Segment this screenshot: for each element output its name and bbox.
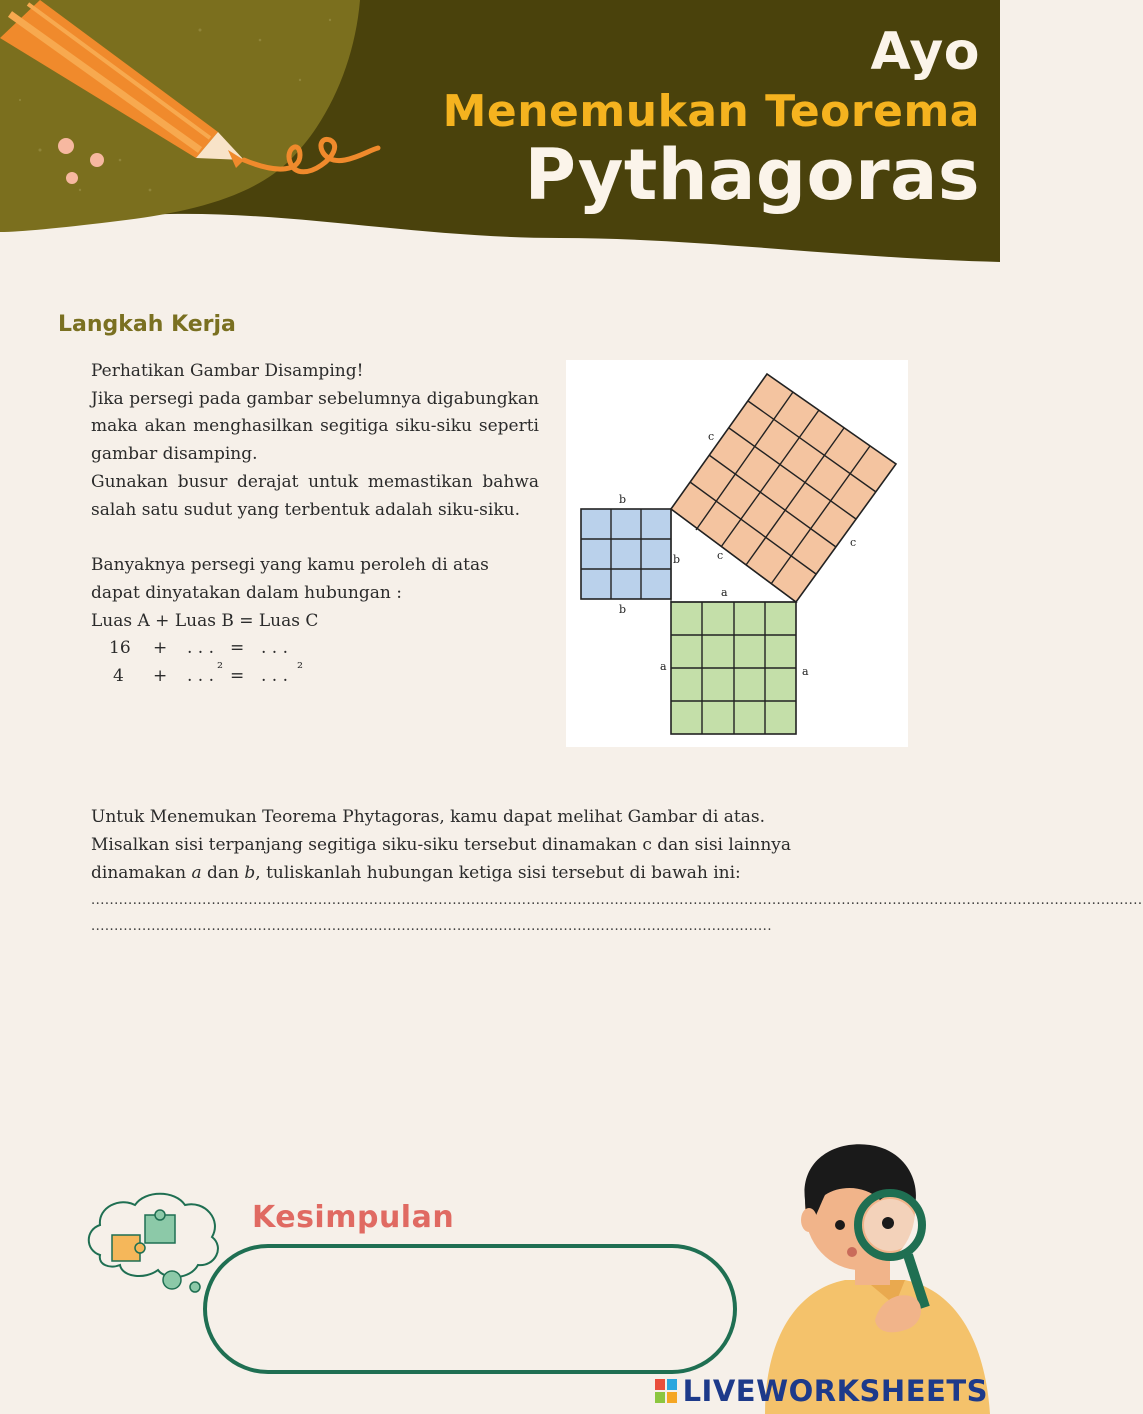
eq2-blank-b[interactable]: . . . — [187, 666, 215, 687]
eq1-equals: = — [230, 638, 245, 659]
label-b-bottom: b — [619, 603, 627, 616]
question-line-1: Untuk Menemukan Teorema Phytagoras, kamu dapat melihat Gambar di atas. — [91, 807, 766, 827]
title-ayo: Ayo — [870, 22, 980, 82]
eq2-equals: = — [230, 666, 245, 687]
eq1-value-a: 16 — [109, 638, 131, 659]
conclusion-answer-box[interactable] — [203, 1244, 737, 1374]
eq1-plus: + — [153, 638, 168, 659]
steps-text — [91, 358, 539, 691]
instruction-paragraph-1: Jika persegi pada gambar sebelumnya digabungkan maka akan menghasilkan segitiga siku-siku seperti gambar disamping. — [91, 388, 539, 465]
pythagoras-diagram — [566, 360, 908, 747]
equation-row-2 — [91, 659, 539, 691]
eq2-superscript-b: ² — [217, 659, 224, 678]
equation-label: Luas A + Luas B = Luas C — [91, 610, 319, 631]
footer-brand — [655, 1374, 988, 1408]
conclusion-title: Kesimpulan — [252, 1200, 455, 1235]
question-text — [91, 803, 1143, 939]
answer-line-1[interactable]: ................................................................................................................................................................................................................................... — [91, 893, 1143, 908]
label-c-top: c — [708, 430, 715, 443]
eq1-blank-b[interactable]: . . . — [187, 638, 215, 659]
label-c-inner: c — [717, 549, 724, 562]
instruction-line: Perhatikan Gambar Disamping! — [91, 361, 364, 381]
instruction-paragraph-2: Gunakan busur derajat untuk memastikan bahwa salah satu sudut yang terbentuk adalah siku-siku. — [91, 471, 539, 520]
eq2-blank-c[interactable]: . . . — [261, 666, 289, 687]
title-pythagoras: Pythagoras — [524, 134, 980, 216]
square-c — [671, 374, 896, 602]
pythagoras-figure — [566, 360, 908, 747]
square-b — [581, 509, 671, 599]
label-a-right: a — [802, 665, 809, 678]
liveworksheets-logo-icon — [655, 1379, 677, 1403]
eq1-blank-c[interactable]: . . . — [261, 638, 289, 659]
title-menemukan-teorema: Menemukan Teorema — [442, 86, 980, 137]
question-line-2: Misalkan sisi terpanjang segitiga siku-siku tersebut dinamakan c dan sisi lainnya — [91, 835, 792, 855]
label-a-left: a — [660, 660, 667, 673]
label-a-top: a — [721, 586, 728, 599]
instruction-paragraph-3: Banyaknya persegi yang kamu peroleh di atas dapat dinyatakan dalam hubungan : — [91, 555, 489, 603]
eq2-plus: + — [153, 666, 168, 687]
puzzle-thought-icon — [80, 1185, 230, 1295]
boy-magnifier-illustration — [755, 1140, 1000, 1414]
eq2-superscript-c: ² — [297, 659, 304, 678]
label-b-side: b — [673, 553, 681, 566]
label-c-right: c — [850, 536, 857, 549]
equation-row-1 — [91, 635, 539, 663]
pencil-icon — [0, 0, 390, 200]
label-b-top: b — [619, 493, 627, 506]
question-line-3: dinamakan a dan b, tuliskanlah hubungan ketiga sisi tersebut di bawah ini: — [91, 863, 741, 883]
answer-line-2[interactable]: ................................................................................................................................................... — [91, 919, 772, 934]
footer-brand-text: LIVEWORKSHEETS — [682, 1374, 988, 1408]
section-title-langkah-kerja: Langkah Kerja — [58, 312, 236, 337]
eq2-value-a: 4 — [113, 666, 124, 687]
